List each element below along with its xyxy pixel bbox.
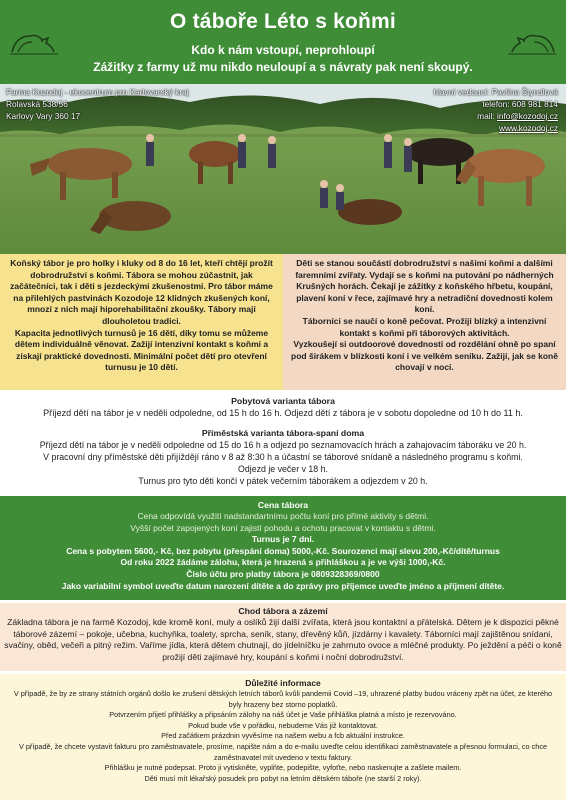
price-note-2: Vyšší počet zapojených koní zajistí pohodu a ochotu pracovat v kontaktu s dětmi. (130, 522, 436, 533)
intro-right-paragraph-2: Táborníci se naučí o koně pečovat. Prožijí blízký a intenzivní kontakt s koňmi při táborových aktivitách. (302, 315, 547, 338)
info-line: V případě, že chcete vystavit fakturu pro zaměstnavatele, prosíme, napište nám a do e-mailu uveďte celou identifikaci zaměstnavatele a přesnou formulaci, co chce zaměstnavatel mít uvedeno v textu faktury. (18, 741, 548, 762)
mail-label: mail: (477, 111, 497, 121)
section-title: Cena tábora (257, 500, 309, 510)
intro-right-paragraph-3: Vyzkoušejí si outdoorové dovednosti od rozdělání ohně po spaní pod širákem v blízkosti koní i ve velkém seníku. Zažijí, jak se koně chovají v noci. (291, 339, 558, 373)
account-number: Číslo účtu pro platby tábora je 0809328369/0800 (186, 568, 380, 579)
farm-name: Farma Kozodoj - ekocentrum pro Karlovarský kraj (6, 87, 189, 97)
contact-info (433, 86, 558, 134)
phone-number: telefon: 608 981 814 (482, 99, 558, 109)
info-line: Potvrzením přijetí přihlášky a připsáním zálohy na náš účet je Vaše přihláška platná a místo je rezervováno. (109, 710, 457, 720)
leader-name: hlavní vedoucí: Pavlína Štyndlová (433, 87, 558, 97)
intro-left-paragraph-1: Koňský tábor je pro holky i kluky od 8 do 16 let, kteří chtějí prožít dobrodružství s koňmi. Tábora se mohou zúčastnit, jak začátečníci, tak i děti s jezdeckými zkušenostmi. Pro tábor máme na přilehlých pastvinách Kozodoje 12 klidných zkušených koní, mnozí z nich mají hiporehabilitační zkoušky. Tábory mají dlouholetou tradici. (10, 258, 273, 326)
header-banner (0, 0, 566, 84)
horses-photo (0, 84, 566, 254)
mail-link[interactable]: info@kozodoj.cz (497, 111, 558, 121)
horse-logo-icon (502, 30, 558, 58)
section-line: V pracovní dny příměstské děti přijíždějí ráno v 8 až 8:30 h a účastní se táborové snídaně a následného programu s koňmi. (43, 452, 523, 462)
section-line: Turnus pro tyto děti končí v pátek večerním táborákem a odjezdem v 20 h. (138, 476, 428, 486)
intro-right-paragraph-1: Děti se stanou součástí dobrodružství s našimi koňmi a dalšími faremními zvířaty. Vydají se s koňmi na putování po nádherných Krušných horách. Čekají je zážitky z koňského hřbetu, koupání, plavení koní v řece, zajímavé hry a netradiční dovednosti kolem koní. (295, 258, 554, 315)
intro-left-paragraph-2: Kapacita jednotlivých turnusů je 16 dětí, díky tomu se můžeme dětem individuálně věnovat. Zažijí intenzivní kontakt s koňmi a získají praktické dovednosti. Minimální počet dětí pro otevření turnusu je 10 dětí. (14, 327, 269, 373)
section-line: Odjezd je večer v 18 h. (238, 464, 328, 474)
section-dulezite (0, 674, 566, 800)
section-line: Příjezd dětí na tábor je v neděli odpoledne od 15 do 16 h a odjezd po seznamovacích hrách a zahajovacím táboráku ve 20 h. (39, 440, 527, 450)
variable-symbol-note: Jako variabilní symbol uveďte datum narození dítěte a do zprávy pro příjemce uveďte jméno a příjmení dítěte. (61, 580, 505, 591)
section-text: Základna tábora je na farmě Kozodoj, kde kromě koní, muly a oslíků žijí další zvířata, která jsou kontaktní a přátelská. Dětem je k dispozici pěkné táborové zázemí – pokoje, učebna, kuchyňka, toalety, sprcha, seník, stany, dřevěný kůň, jízdárny i kavalety. Táborníci mají zajištěnou snídani, svačiny, oběd, večeři a pitný režim. Vaříme jídla, která dětem chutnají, do jídelníčku je zahrnuto ovoce a mléčné produkty. Po ježdění a péči o koně prožijí děti zajímavé hry, koupání s koňmi i noční dobrodružství. (4, 617, 562, 662)
section-title: Důležité informace (245, 678, 321, 688)
info-line: V případě, že by ze strany státních orgánů došlo ke zrušení dětských letních táborů kvůli pandemii Covid –19, uhrazené platby budou vráceny zpět na účet, ze kterého byly hrazeny bez storno poplatků. (13, 689, 553, 709)
subtitle-tagline: Zážitky z farmy už mu nikdo neuloupí a s návraty pak není skoupý. (93, 60, 473, 74)
section-pobytova (0, 392, 566, 426)
turnus-length: Turnus je 7 dní. (251, 534, 315, 545)
page-title: O táboře Léto s koňmi (170, 10, 396, 33)
price-text: Cena s pobytem 5600,- Kč, bez pobytu (přespání doma) 5000,-Kč. Sourozenci mají slevu 200,-Kč/dítě/turnus (66, 545, 500, 556)
info-line: Přihlášku je nutné podepsat. Proto ji vytiskněte, vyplňte, podepište, vyfoťte, nebo naskenujte a zašlete mailem. (104, 763, 462, 773)
mail-line (433, 110, 558, 122)
section-title: Chod tábora a zázemí (238, 606, 328, 616)
section-text: Příjezd dětí na tábor je v neděli odpoledne, od 15 h do 16 h. Odjezd dětí z tábora je v sobotu dopoledne od 10 h do 11 h. (43, 408, 523, 418)
section-title: Pobytová varianta tábora (231, 396, 335, 406)
info-line: Děti musí mít lékařský posudek pro pobyt na letním dětském táboře (ne starší 2 roky). (144, 773, 422, 783)
section-cena (0, 496, 566, 600)
intro-right-box (283, 254, 566, 390)
farm-city: Karlovy Vary 360 17 (6, 111, 81, 121)
info-line: Před začátkem prázdnin vyvěsíme na našem webu a fcb aktuální instrukce. (161, 731, 405, 741)
info-line: Pokud bude vše v pořádku, nebudeme Vás již kontaktovat. (188, 720, 378, 730)
section-chod (0, 603, 566, 671)
farm-address (6, 86, 189, 122)
horse-figure-4 (338, 199, 402, 225)
price-note-1: Cena odpovídá využití nadstandartnímu počtu koní pro přímé aktivity s dětmi. (137, 511, 429, 521)
section-title: Příměstská varianta tábora-spaní doma (201, 428, 365, 438)
subtitle-motto: Kdo k nám vstoupí, neprohloupí (191, 43, 375, 57)
farm-street: Rolavská 538/56 (6, 99, 68, 109)
deposit-text: Od roku 2022 žádáme zálohu, která je hrazená s přihláškou a je ve výši 1000,-Kč. (120, 557, 446, 568)
web-link[interactable]: www.kozodoj.cz (498, 123, 558, 133)
intro-left-box (0, 254, 283, 390)
section-primestska (0, 426, 566, 494)
